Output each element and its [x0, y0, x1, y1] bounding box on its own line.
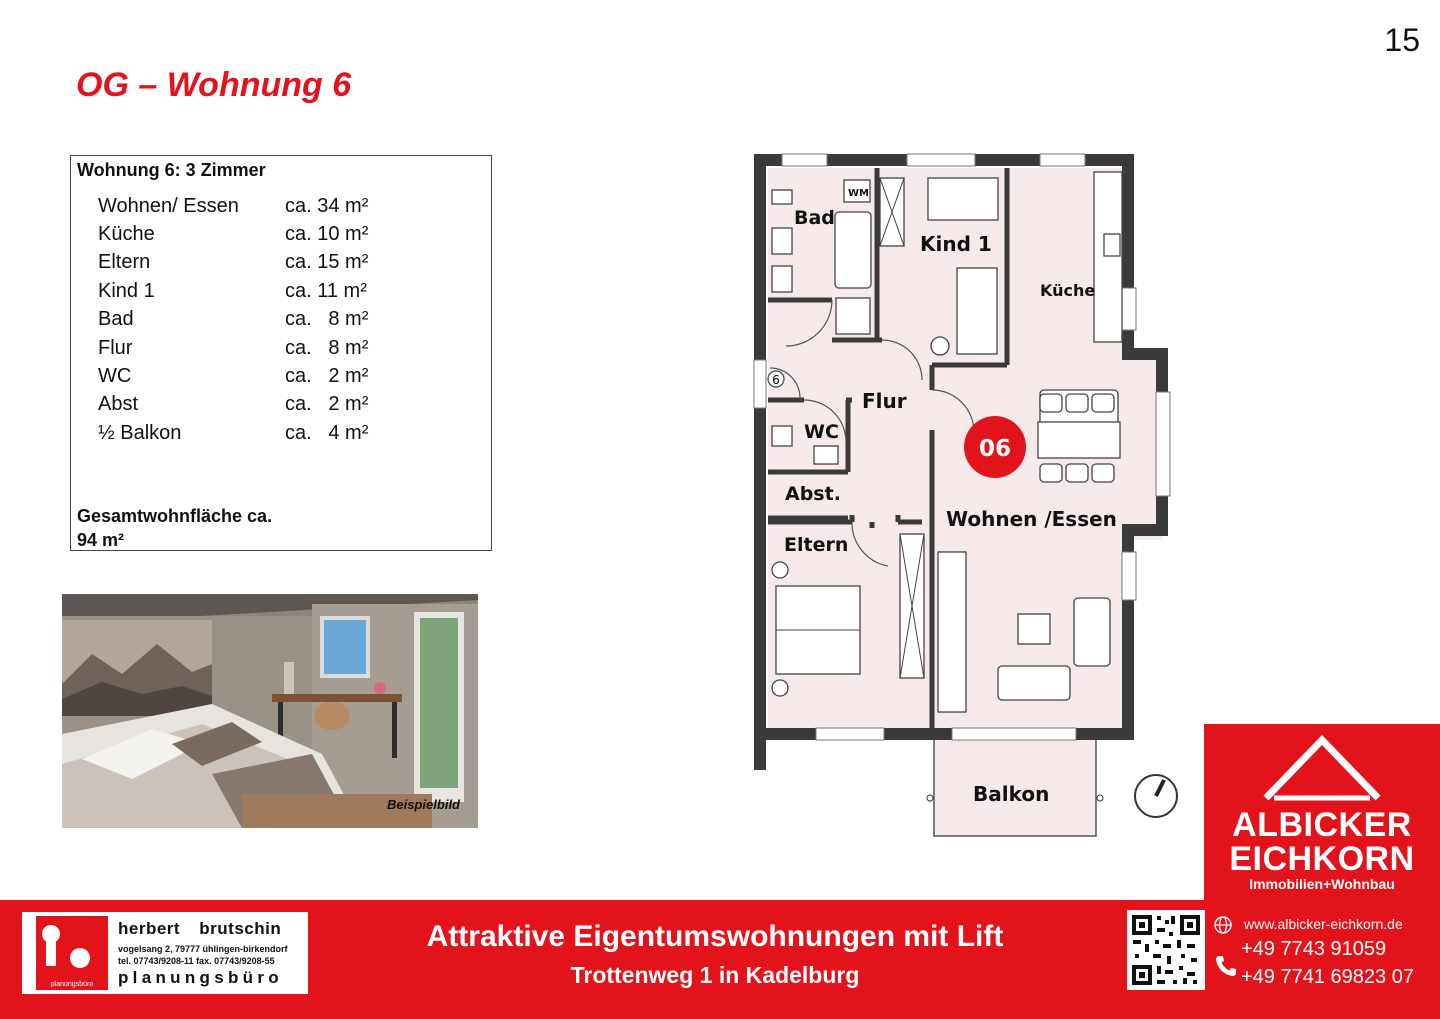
office-address-line: vogelsang 2, 79777 ühlingen-birkendorf [118, 944, 288, 954]
room-name: Abst [98, 393, 139, 416]
brand-logo [1204, 724, 1440, 900]
room-name: WC [98, 365, 132, 388]
room-row [98, 391, 458, 419]
room-row [98, 249, 458, 277]
room-area: ca. 4 m² [285, 421, 369, 444]
room-label-balkon: Balkon [973, 782, 1050, 806]
brand-name-line2: EICHKORN [1229, 840, 1415, 878]
office-logo-text: planungsbüro [50, 981, 94, 988]
office-name: herbert brutschin [118, 919, 282, 938]
room-row [98, 419, 458, 447]
room-area: ca. 8 m² [285, 336, 369, 359]
office-wordmark: planungsbüro [118, 968, 283, 987]
example-photo [62, 594, 478, 828]
room-name: Kind 1 [98, 279, 155, 302]
room-row [98, 334, 458, 362]
footer-headline: Attraktive Eigentumswohnungen mit Lift [426, 920, 1004, 953]
room-label-wohnen: Wohnen /Essen [946, 507, 1117, 531]
bay-floor [1114, 350, 1162, 540]
room-area: ca. 15 m² [285, 251, 369, 274]
room-row [98, 220, 458, 248]
total-label: Gesamtwohnfläche ca. [77, 506, 273, 526]
house-roof-icon [1204, 724, 1440, 804]
qr-code-icon[interactable] [1127, 910, 1205, 990]
room-row [98, 306, 458, 334]
room-name: Bad [98, 308, 134, 331]
office-phone-line: tel. 07743/9208-11 fax. 07743/9208-55 [118, 956, 275, 966]
room-area: ca. 34 m² [285, 194, 369, 217]
room-name: ½ Balkon [98, 421, 182, 444]
phone-number-1[interactable]: +49 7743 91059 [1241, 938, 1387, 960]
room-row [98, 362, 458, 390]
room-label-bad: Bad [794, 207, 835, 229]
room-name: Wohnen/ Essen [98, 194, 239, 217]
total-value: 94 m² [77, 530, 125, 550]
room-list [98, 192, 458, 448]
brand-subtitle: Immobilien+Wohnbau [1249, 876, 1395, 892]
room-row [98, 277, 458, 305]
footer-address: Trottenweg 1 in Kadelburg [570, 962, 860, 988]
balcony-post-icon [1097, 795, 1103, 801]
room-area: ca. 8 m² [285, 308, 369, 331]
room-label-abst: Abst. [785, 483, 841, 505]
office-card [22, 912, 308, 994]
room-name: Eltern [98, 251, 151, 274]
room-label-eltern: Eltern [784, 534, 849, 556]
photo-caption: Beispielbild [387, 797, 460, 812]
brand-name-line1: ALBICKER [1232, 806, 1412, 844]
lift-number: 6 [772, 373, 780, 387]
room-area: ca. 10 m² [285, 223, 369, 246]
unit-number: 06 [978, 436, 1012, 462]
office-address [118, 943, 288, 967]
room-label-wc: WC [804, 421, 839, 443]
page-title: OG – Wohnung 6 [76, 66, 352, 104]
room-label-flur: Flur [862, 389, 907, 413]
room-area: ca. 2 m² [285, 393, 369, 416]
balcony-post-icon [927, 795, 933, 801]
page-number: 15 [1384, 22, 1420, 58]
bedroom-illustration [62, 594, 478, 828]
website-link[interactable]: www.albicker-eichkorn.de [1244, 916, 1403, 932]
phone-icon [1214, 954, 1238, 978]
room-label-kind1: Kind 1 [920, 232, 992, 256]
total-area [77, 504, 272, 552]
room-area-table [70, 155, 492, 551]
room-area: ca. 11 m² [285, 279, 367, 302]
footer-bar [0, 900, 1440, 1019]
room-label-wm: WM [848, 188, 869, 199]
room-name: Flur [98, 336, 133, 359]
globe-icon [1214, 916, 1232, 934]
office-logo [36, 916, 108, 990]
room-label-kueche: Küche [1040, 281, 1096, 300]
table-header: Wohnung 6: 3 Zimmer [77, 160, 266, 180]
planungsbuero-logo-icon [36, 916, 108, 976]
room-name: Küche [98, 223, 155, 246]
floor-plan [752, 150, 1192, 840]
phone-number-2[interactable]: +49 7741 69823 07 [1241, 966, 1414, 988]
room-area: ca. 2 m² [285, 365, 369, 388]
room-row [98, 192, 458, 220]
